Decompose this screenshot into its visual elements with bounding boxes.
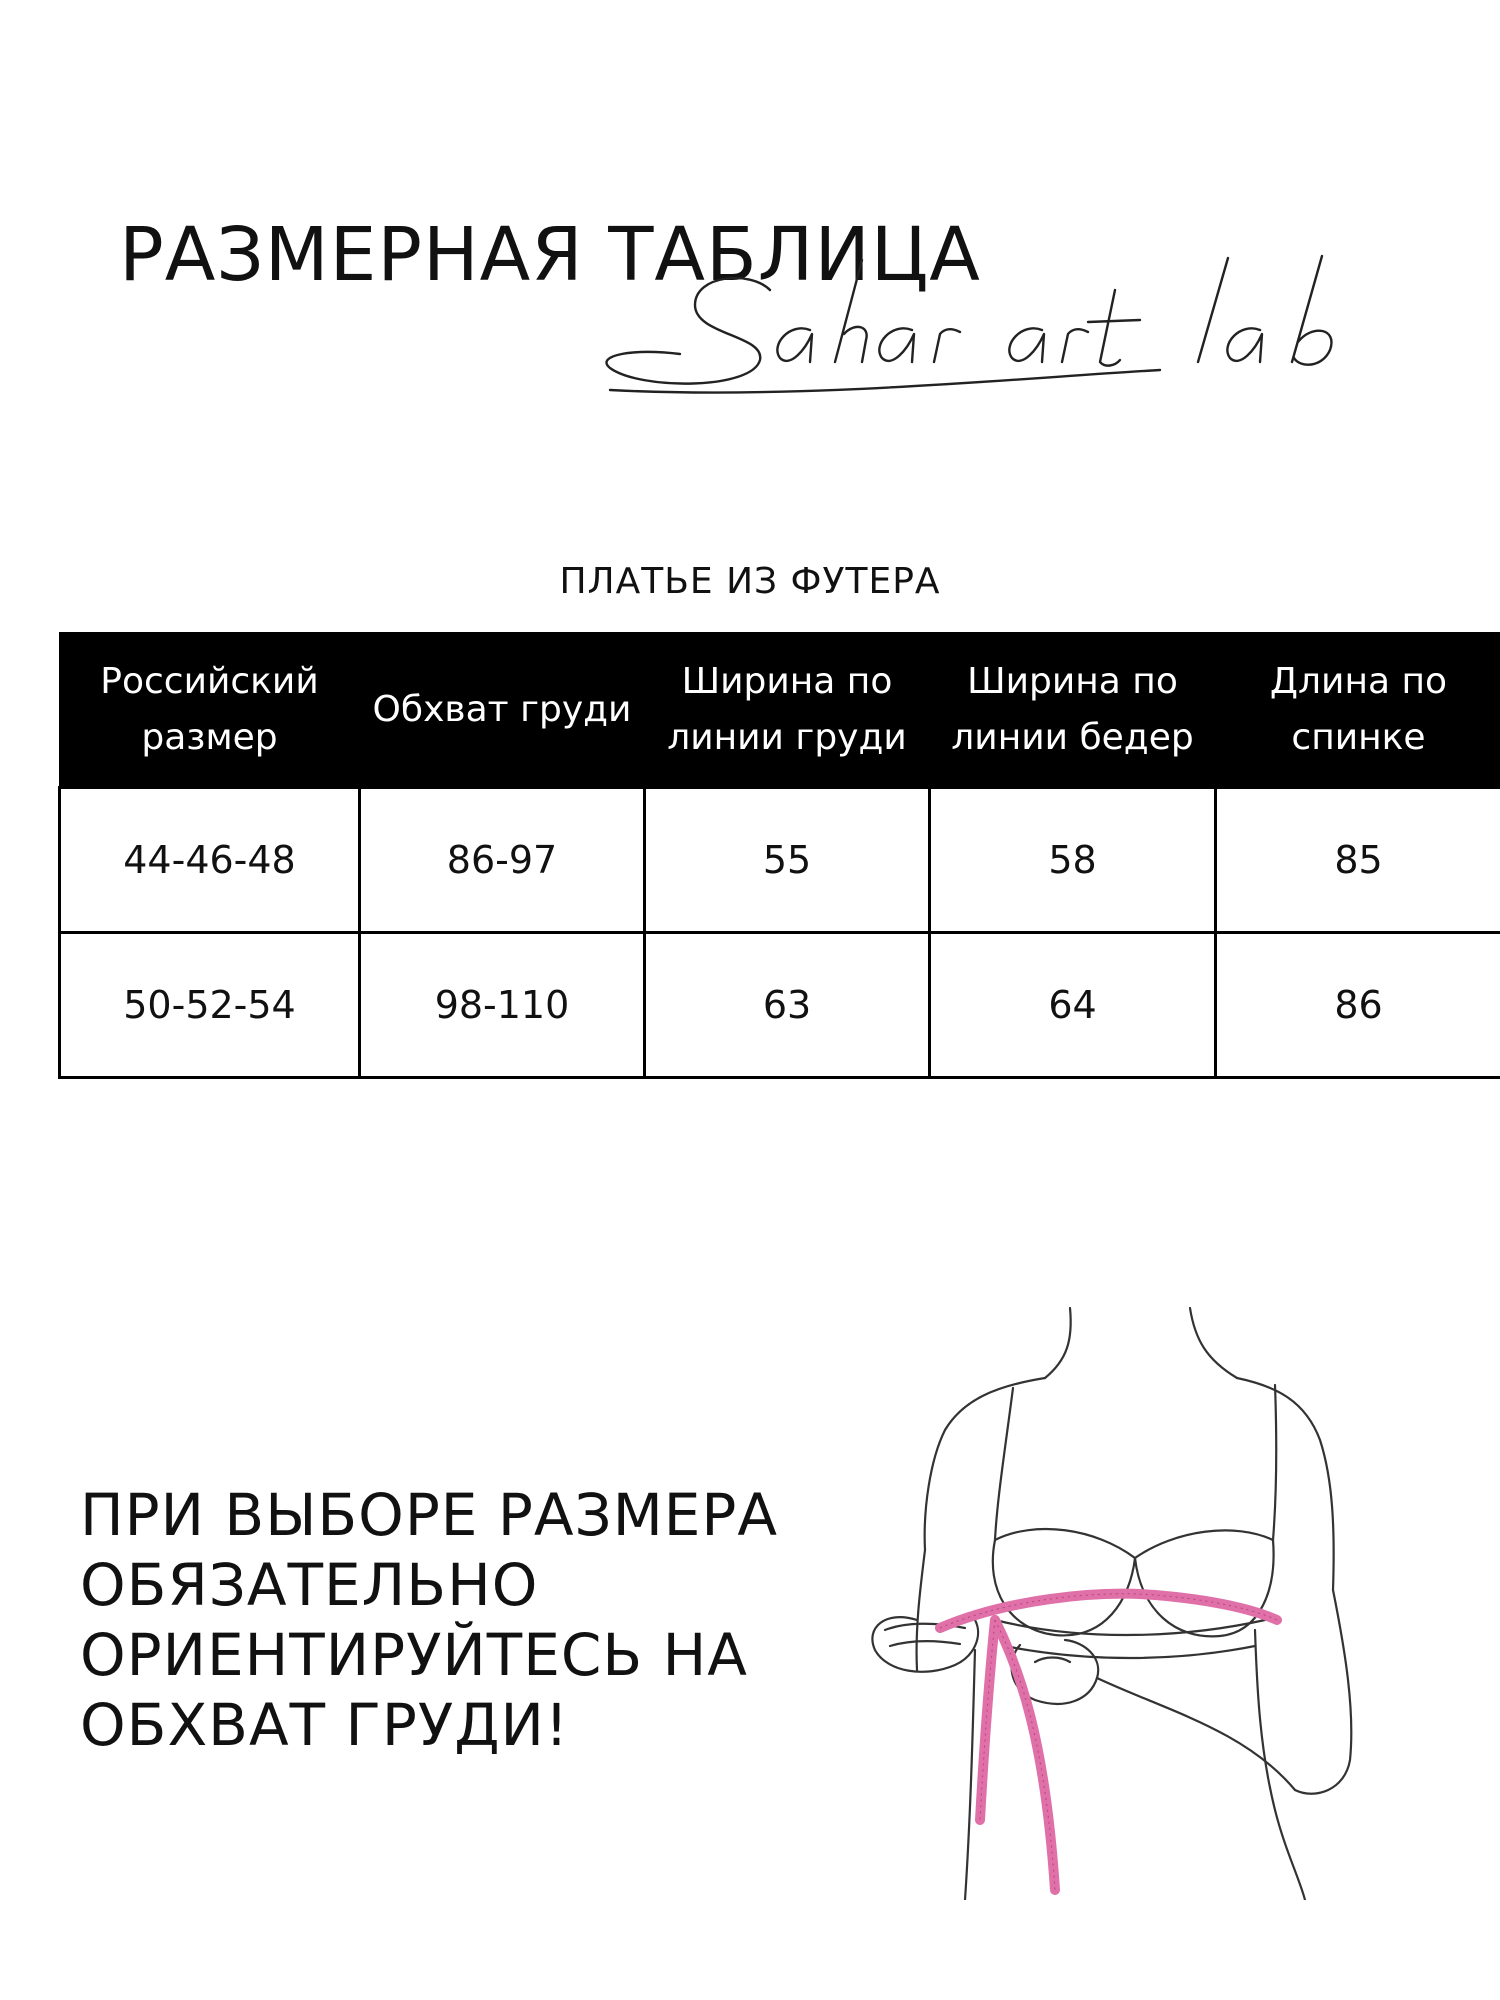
table-cell: 55	[645, 788, 930, 933]
table-cell: 64	[930, 933, 1216, 1078]
page-title: РАЗМЕРНАЯ ТАБЛИЦА	[119, 212, 981, 298]
table-cell: 44-46-48	[60, 788, 360, 933]
product-name: ПЛАТЬЕ ИЗ ФУТЕРА	[559, 561, 941, 602]
table-cell: 98-110	[360, 933, 645, 1078]
note-line: ОБЯЗАТЕЛЬНО	[80, 1551, 539, 1619]
table-cell: 86	[1216, 933, 1500, 1078]
table-cell: 63	[645, 933, 930, 1078]
column-header-size: Российский размер	[60, 633, 360, 788]
table-row	[60, 788, 1500, 933]
column-header-chest-width: Ширина по линии груди	[645, 633, 930, 788]
table-row	[60, 933, 1500, 1078]
note-line: ПРИ ВЫБОРЕ РАЗМЕРА	[80, 1481, 779, 1549]
size-advice-note	[80, 1480, 880, 1760]
column-header-back-length: Длина по спинке	[1216, 633, 1500, 788]
column-header-hip-width: Ширина по линии бедер	[930, 633, 1216, 788]
table-cell: 86-97	[360, 788, 645, 933]
note-line: ОРИЕНТИРУЙТЕСЬ НА	[80, 1621, 748, 1689]
table-cell: 58	[930, 788, 1216, 933]
size-table	[58, 632, 1500, 1079]
note-line: ОБХВАТ ГРУДИ!	[80, 1691, 570, 1759]
column-header-bust: Обхват груди	[360, 633, 645, 788]
bust-measuring-tape-icon	[845, 1290, 1415, 1900]
brand-logo	[600, 250, 1400, 400]
table-header-row	[60, 633, 1500, 788]
table-cell: 50-52-54	[60, 933, 360, 1078]
table-cell: 85	[1216, 788, 1500, 933]
